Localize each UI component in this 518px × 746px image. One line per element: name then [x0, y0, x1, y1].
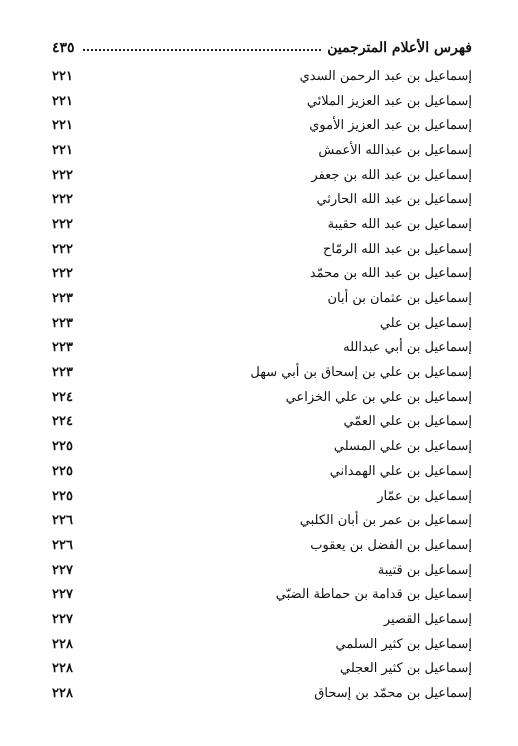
entry-page-number: ٢٢٣: [52, 340, 73, 356]
entry-name: إسماعيل بن عبد الله حقيبة: [327, 216, 472, 232]
index-entry: [52, 138, 472, 163]
index-entry-list: [52, 64, 472, 706]
entry-name: إسماعيل بن محمّد بن إسحاق: [314, 686, 472, 702]
entry-page-number: ٢٢١: [52, 93, 73, 109]
entry-name: إسماعيل بن علي الهمداني: [329, 463, 472, 479]
entry-name: إسماعيل بن علي بن إسحاق بن أبي سهل: [250, 365, 472, 381]
entry-page-number: ٢٢٤: [52, 389, 73, 405]
index-entry: [52, 484, 472, 509]
index-entry: [52, 89, 472, 114]
index-entry: [52, 64, 472, 89]
index-entry: [52, 434, 472, 459]
entry-name: إسماعيل بن عمّار: [377, 488, 472, 504]
page-header: [52, 32, 472, 56]
entry-page-number: ٢٢٧: [52, 611, 73, 627]
entry-name: إسماعيل بن قدامة بن حماطة الضبّي: [275, 587, 472, 603]
entry-name: إسماعيل بن قتيبة: [377, 562, 472, 578]
entry-name: إسماعيل بن عبد العزيز الملائي: [306, 93, 472, 109]
index-entry: [52, 163, 472, 188]
entry-page-number: ٢٢٣: [52, 365, 73, 381]
entry-name: إسماعيل بن عبد العزيز الأموي: [309, 118, 472, 134]
index-entry: [52, 533, 472, 558]
entry-page-number: ٢٢٣: [52, 291, 73, 307]
entry-name: إسماعيل بن أبي عبدالله: [343, 340, 472, 356]
entry-page-number: ٢٢٢: [52, 241, 73, 257]
index-entry: [52, 360, 472, 385]
index-entry: [52, 582, 472, 607]
index-entry: [52, 459, 472, 484]
entry-name: إسماعيل بن كثير العجلي: [340, 661, 472, 677]
entry-page-number: ٢٢٦: [52, 537, 73, 553]
entry-page-number: ٢٢١: [52, 142, 73, 158]
index-entry: [52, 385, 472, 410]
entry-page-number: ٢٢٥: [52, 463, 73, 479]
index-entry: [52, 410, 472, 435]
entry-page-number: ٢٢١: [52, 118, 73, 134]
index-entry: [52, 607, 472, 632]
entry-name: إسماعيل بن علي العمّي: [343, 414, 472, 430]
entry-name: إسماعيل بن عبد الله الرمّاح: [323, 241, 472, 257]
entry-page-number: ٢٢٦: [52, 513, 73, 529]
index-entry: [52, 286, 472, 311]
entry-name: إسماعيل بن عبدالله الأعمش: [318, 142, 472, 158]
entry-page-number: ٢٢١: [52, 68, 73, 84]
entry-page-number: ٢٢٧: [52, 562, 73, 578]
index-entry: [52, 212, 472, 237]
entry-page-number: ٢٢٨: [52, 686, 73, 702]
entry-page-number: ٢٢٨: [52, 636, 73, 652]
index-entry: [52, 311, 472, 336]
entry-name: إسماعيل بن الفضل بن يعقوب: [310, 537, 472, 553]
entry-name: إسماعيل بن علي: [379, 315, 472, 331]
page-title: فهرس الأعلام المترجمين: [327, 40, 472, 56]
entry-page-number: ٢٢٢: [52, 216, 73, 232]
entry-name: إسماعيل بن كثير السلمي: [335, 636, 472, 652]
index-entry: [52, 237, 472, 262]
entry-name: إسماعيل بن عبد الله الحارثي: [316, 192, 472, 208]
index-entry: [52, 508, 472, 533]
header-dot-leader: [83, 49, 322, 51]
entry-name: إسماعيل بن عثمان بن أبان: [327, 291, 472, 307]
entry-name: إسماعيل بن عبد الرحمن السدي: [299, 68, 472, 84]
page-number: ٤٣٥: [52, 40, 75, 56]
entry-name: إسماعيل بن عبد الله بن جعفر: [311, 167, 472, 183]
index-entry: [52, 657, 472, 682]
entry-page-number: ٢٢٢: [52, 192, 73, 208]
index-entry: [52, 681, 472, 706]
index-entry: [52, 187, 472, 212]
entry-page-number: ٢٢٥: [52, 488, 73, 504]
entry-page-number: ٢٢٤: [52, 414, 73, 430]
entry-name: إسماعيل القصير: [383, 611, 472, 627]
index-entry: [52, 262, 472, 287]
entry-page-number: ٢٢٨: [52, 661, 73, 677]
entry-name: إسماعيل بن علي بن علي الخزاعي: [285, 389, 472, 405]
entry-name: إسماعيل بن عبد الله بن محمّد: [309, 266, 472, 282]
entry-page-number: ٢٢٣: [52, 315, 73, 331]
entry-page-number: ٢٢٢: [52, 167, 73, 183]
entry-name: إسماعيل بن عمر بن أبان الكلبي: [299, 513, 472, 529]
entry-page-number: ٢٢٢: [52, 266, 73, 282]
entry-page-number: ٢٢٥: [52, 439, 73, 455]
index-entry: [52, 113, 472, 138]
entry-name: إسماعيل بن علي المسلي: [333, 439, 472, 455]
index-entry: [52, 558, 472, 583]
index-entry: [52, 632, 472, 657]
entry-page-number: ٢٢٧: [52, 587, 73, 603]
index-entry: [52, 336, 472, 361]
